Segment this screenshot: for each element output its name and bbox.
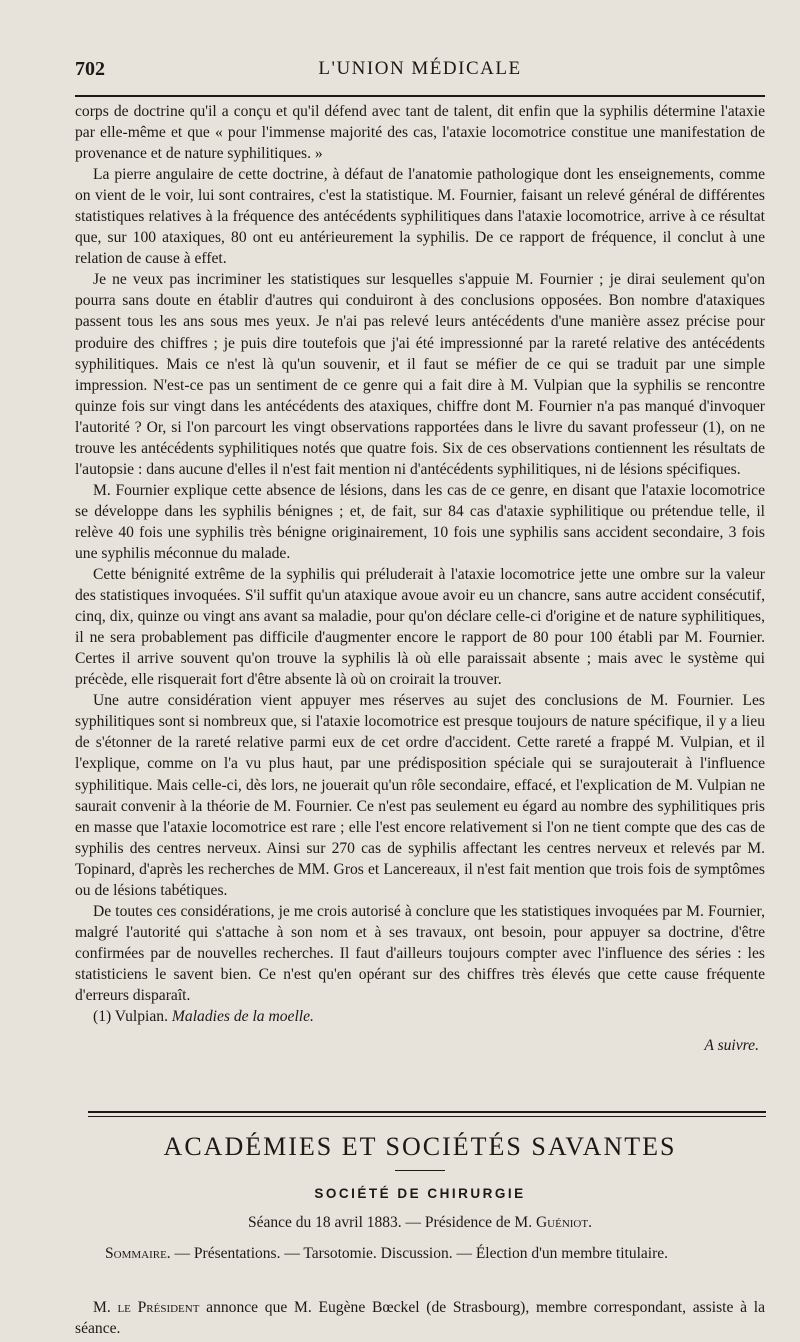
sommaire bbox=[105, 1245, 765, 1263]
header-rule bbox=[75, 95, 765, 97]
footnote-marker: (1) Vulpian. bbox=[93, 1008, 168, 1026]
president-paragraph bbox=[75, 1297, 765, 1339]
article-body bbox=[75, 101, 765, 1056]
seance-line bbox=[75, 1214, 765, 1232]
section-title: ACADÉMIES ET SOCIÉTÉS SAVANTES bbox=[163, 1132, 677, 1161]
paragraph: M. Fournier explique cette absence de lésions, dans les cas de ce genre, en disant que l'ataxie locomotrice se développe dans les syphilis bénignes ; et, de fait, sur 84 cas d'ataxie syphilitique ou prétendue telle, il relève 40 fois une syphilis très bénigne originairement, 10 fois une syphilis sans accident secondaire, 3 fois une syphilis méconnue du malade. bbox=[75, 481, 765, 562]
page-number: 702 bbox=[75, 58, 105, 80]
president-label: M. le Président bbox=[93, 1298, 200, 1316]
paragraph: corps de doctrine qu'il a conçu et qu'il défend avec tant de talent, dit enfin que la syphilis détermine l'ataxie par elle-même et que « pour l'immense majorité des cas, l'ataxie locomotrice constitue une manifestation de provenance et de nature syphilitiques. » bbox=[75, 103, 765, 163]
president-text: annonce que M. Eugène Bœckel (de Strasbourg), membre correspondant, assiste à la séance. bbox=[75, 1298, 765, 1337]
seance-text: Séance du 18 avril 1883. — Présidence de M. bbox=[248, 1214, 533, 1231]
paragraph: La pierre angulaire de cette doctrine, à défaut de l'anatomie pathologique dont les enseignements, comme on vient de le voir, lui sont contraires, c'est la statistique. M. Fournier, faisant un relevé général de différentes statistiques relatives à la fréquence des antécédents syphilitiques dans l'ataxie locomotrice, arrive à ce résultat que, sur 100 ataxiques, 80 ont eu antérieurement la syphilis. De ce rapport de fréquence, il conclut à une relation de cause à effet. bbox=[75, 166, 765, 268]
president-name: Guéniot. bbox=[535, 1214, 592, 1231]
footnote-title: Maladies de la moelle. bbox=[171, 1008, 314, 1026]
paragraph: Cette bénignité extrême de la syphilis qui préluderait à l'ataxie locomotrice jette une ombre sur la valeur des statistiques invoquées. S'il suffit qu'un ataxique avoue avoir eu un chancre, sans autre accident consécutif, cinq, dix, quinze ou vingt ans avant sa maladie, pour qu'on déclare celle-ci d'origine et de nature syphilitiques, il ne sera probablement pas difficile d'augmenter encore le rapport de 80 pour 100 établi par M. Fournier. Certes il arrive souvent qu'on trouve la syphilis là où elle paraissait absente ; mais avec le système qui précède, elle risquerait fort d'être absente là où on croirait la trouver. bbox=[75, 566, 765, 689]
sommaire-text: — Présentations. — Tarsotomie. Discussion. — Élection d'un membre titulaire. bbox=[174, 1245, 669, 1262]
section-divider bbox=[88, 1111, 766, 1117]
paragraph: Une autre considération vient appuyer mes réserves au sujet des conclusions de M. Fournier. Les syphilitiques sont si nombreux que, si l'ataxie locomotrice est presque toujours de nature spécifique, il y a lieu de s'étonner de la rareté relative parmi eux de cet ordre d'accident. Cette rareté a frappé M. Vulpian, et il l'explique, comme on l'a vu plus haut, par une prédisposition spéciale qui se surajouterait à l'influence syphilitique. Mais celle-ci, dès lors, ne jouerait qu'un rôle secondaire, effacé, et l'explication de M. Vulpian ne saurait convenir à la théorie de M. Fournier. Ce n'est pas seulement eu égard au nombre des syphilitiques pris en masse que l'ataxie locomotrice est rare ; elle l'est encore relativement si l'on ne tient compte que des cas de syphilis des centres nerveux. Ainsi sur 270 cas de syphilis affectant les centres nerveux et relevés par M. Topinard, d'après les recherches de MM. Gros et Lancereaux, il n'est fait mention que trois fois de symptômes ou de lésions tabétiques. bbox=[75, 692, 765, 899]
a-suivre: A suivre. bbox=[704, 1037, 759, 1055]
title-rule bbox=[395, 1170, 445, 1171]
footnote bbox=[75, 1006, 765, 1027]
society-name: SOCIÉTÉ DE CHIRURGIE bbox=[314, 1186, 526, 1201]
paragraph: De toutes ces considérations, je me crois autorisé à conclure que les statistiques invoquées par M. Fournier, malgré l'autorité qui s'attache à son nom et à ses travaux, ont besoin, pour appuyer sa doctrine, d'être confirmées par de nouvelles recherches. Il faut d'ailleurs toujours compter avec l'influence des séries : les statisticiens le savent bien. Ce n'est qu'en opérant sur des chiffres très élevés que cette cause fréquente d'erreurs disparaît. bbox=[75, 902, 765, 1004]
paragraph: Je ne veux pas incriminer les statistiques sur lesquelles s'appuie M. Fournier ; je dirai seulement qu'on pourra sans doute en établir d'autres qui conduiront à des conclusions opposées. Bon nombre d'ataxiques passent tous les ans sous mes yeux. Je n'ai pas relevé leurs antécédents d'une manière assez précise pour produire des chiffres ; je puis dire toutefois que j'ai été impressionné par la rareté relative des antécédents syphilitiques. Mais ce n'est là qu'un souvenir, et il faut se méfier de ce qui se traduit par une simple impression. N'est-ce pas un sentiment de ce genre qui a fait dire à M. Vulpian que la syphilis se rencontre quinze fois sur vingt dans les antécédents des ataxiques, chiffre dont M. Fournier n'a pas manqué d'invoquer l'autorité ? Or, si l'on parcourt les vingt observations rapportées dans le livre du savant professeur (1), on ne trouve les antécédents syphilitiques notés que quatre fois. Six de ces observations contiennent les résultats de l'autopsie : dans aucune d'elles il n'est fait mention ni d'antécédents syphilitiques, ni de lésions spécifiques. bbox=[75, 271, 765, 478]
running-title: L'UNION MÉDICALE bbox=[318, 58, 522, 79]
sommaire-label: Sommaire. bbox=[105, 1245, 171, 1262]
page-header bbox=[75, 58, 765, 88]
